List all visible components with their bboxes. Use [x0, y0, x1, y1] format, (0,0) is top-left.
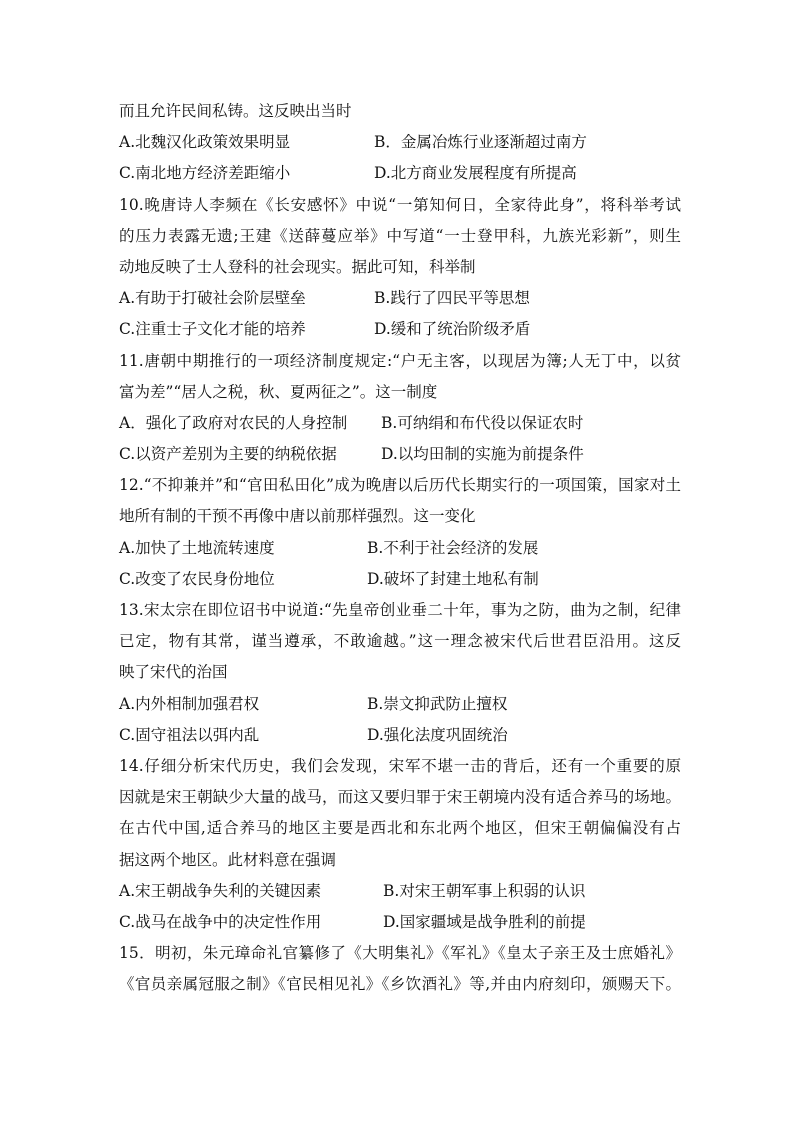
option-c: C.战马在战争中的决定性作用: [119, 912, 322, 931]
question-text-line: 11.唐朝中期推行的一项经济制度规定:“户无主客，以现居为簿;人无丁中，以贫: [119, 351, 681, 370]
question-9-continuation: [119, 96, 681, 190]
option-d: D.破坏了封建土地私有制: [367, 569, 539, 588]
option-a: A.有助于打破社会阶层壁垒: [119, 289, 306, 308]
question-text-line: 富为差”“居人之税，秋、夏两征之”。这一制度: [119, 382, 438, 401]
option-d: D.国家疆域是战争胜利的前提: [383, 912, 586, 931]
option-row: [119, 907, 681, 938]
option-d: D.强化法度巩固统治: [367, 725, 508, 744]
option-b: B.可纳绢和布代役以保证农时: [381, 413, 584, 432]
option-row: [119, 876, 681, 907]
option-a: A.加快了土地流转速度: [119, 538, 275, 557]
question-text-line: 12.“不抑兼并”和“官田私田化”成为晚唐以后历代长期实行的一项国策，国家对土: [119, 476, 681, 495]
question-11: [119, 346, 681, 471]
question-text-line: 已定，物有其常，谨当遵承，不敢逾越。”这一理念被宋代后世君臣沿用。这反: [119, 632, 681, 651]
option-b: B.对宋王朝军事上积弱的认识: [383, 881, 586, 900]
option-b: B．金属冶炼行业逐渐超过南方: [374, 133, 587, 152]
question-text-line: 10.晚唐诗人李频在《长安感怀》中说“一第知何日，全家待此身”，将科举考试: [119, 195, 681, 214]
option-c: C.以资产差别为主要的纳税依据: [119, 445, 337, 464]
option-row: [119, 127, 681, 158]
option-c: C.注重士子文化才能的培养: [119, 320, 306, 339]
option-row: [119, 720, 681, 751]
option-row: [119, 408, 681, 439]
option-d: D.北方商业发展程度有所提高: [374, 164, 577, 183]
option-row: [119, 439, 681, 470]
question-text-line: 《官员亲属冠服之制》《官民相见礼》《乡饮酒礼》等,并由内府刻印，颁赐天下。: [119, 975, 681, 994]
option-c: C.固守祖法以弭内乱: [119, 725, 260, 744]
question-15: [119, 938, 681, 1000]
question-12: [119, 470, 681, 595]
exam-page: [119, 96, 681, 1000]
question-13: [119, 595, 681, 751]
option-row: [119, 689, 681, 720]
option-a: A．强化了政府对农民的人身控制: [119, 413, 348, 432]
option-row: [119, 314, 681, 345]
option-b: B.践行了四民平等思想: [374, 289, 530, 308]
question-text-line: 地所有制的干预不再像中唐以前那样强烈。这一变化: [119, 507, 476, 526]
option-row: [119, 158, 681, 189]
question-10: [119, 190, 681, 346]
option-a: A.宋王朝战争失利的关键因素: [119, 881, 322, 900]
option-row: [119, 283, 681, 314]
option-a: A.北魏汉化政策效果明显: [119, 133, 291, 152]
question-text-line: 动地反映了士人登科的社会现实。据此可知，科举制: [119, 257, 476, 276]
option-b: B.崇文抑武防止擅权: [367, 694, 508, 713]
question-text-line: 在古代中国,适合养马的地区主要是西北和东北两个地区，但宋王朝偏偏没有占: [119, 819, 681, 838]
question-text-line: 14.仔细分析宋代历史，我们会发现，宋军不堪一击的背后，还有一个重要的原: [119, 756, 681, 775]
question-text-line: 的压力表露无遗;王建《送薛蔓应举》中写道“一士登甲科，九族光彩新”，则生: [119, 226, 681, 245]
question-14: [119, 751, 681, 938]
option-a: A.内外相制加强君权: [119, 694, 260, 713]
option-row: [119, 564, 681, 595]
option-c: C.改变了农民身份地位: [119, 569, 275, 588]
question-text-line: 据这两个地区。此材料意在强调: [119, 850, 337, 869]
question-text-line: 而且允许民间私铸。这反映出当时: [119, 102, 352, 120]
question-text-line: 映了宋代的治国: [119, 663, 228, 682]
question-text-line: 因就是宋王朝缺少大量的战马，而这又要归罪于宋王朝境内没有适合养马的场地。: [119, 788, 681, 807]
option-row: [119, 533, 681, 564]
option-b: B.不利于社会经济的发展: [367, 538, 539, 557]
option-d: D.以均田制的实施为前提条件: [381, 445, 584, 464]
option-d: D.缓和了统治阶级矛盾: [374, 320, 531, 339]
question-text-line: 15．明初，朱元璋命礼官纂修了《大明集礼》《军礼》《皇太子亲王及士庶婚礼》: [119, 944, 681, 963]
option-c: C.南北地方经济差距缩小: [119, 164, 291, 183]
question-text-line: 13.宋太宗在即位诏书中说道:“先皇帝创业垂二十年，事为之防，曲为之制，纪律: [119, 601, 681, 619]
